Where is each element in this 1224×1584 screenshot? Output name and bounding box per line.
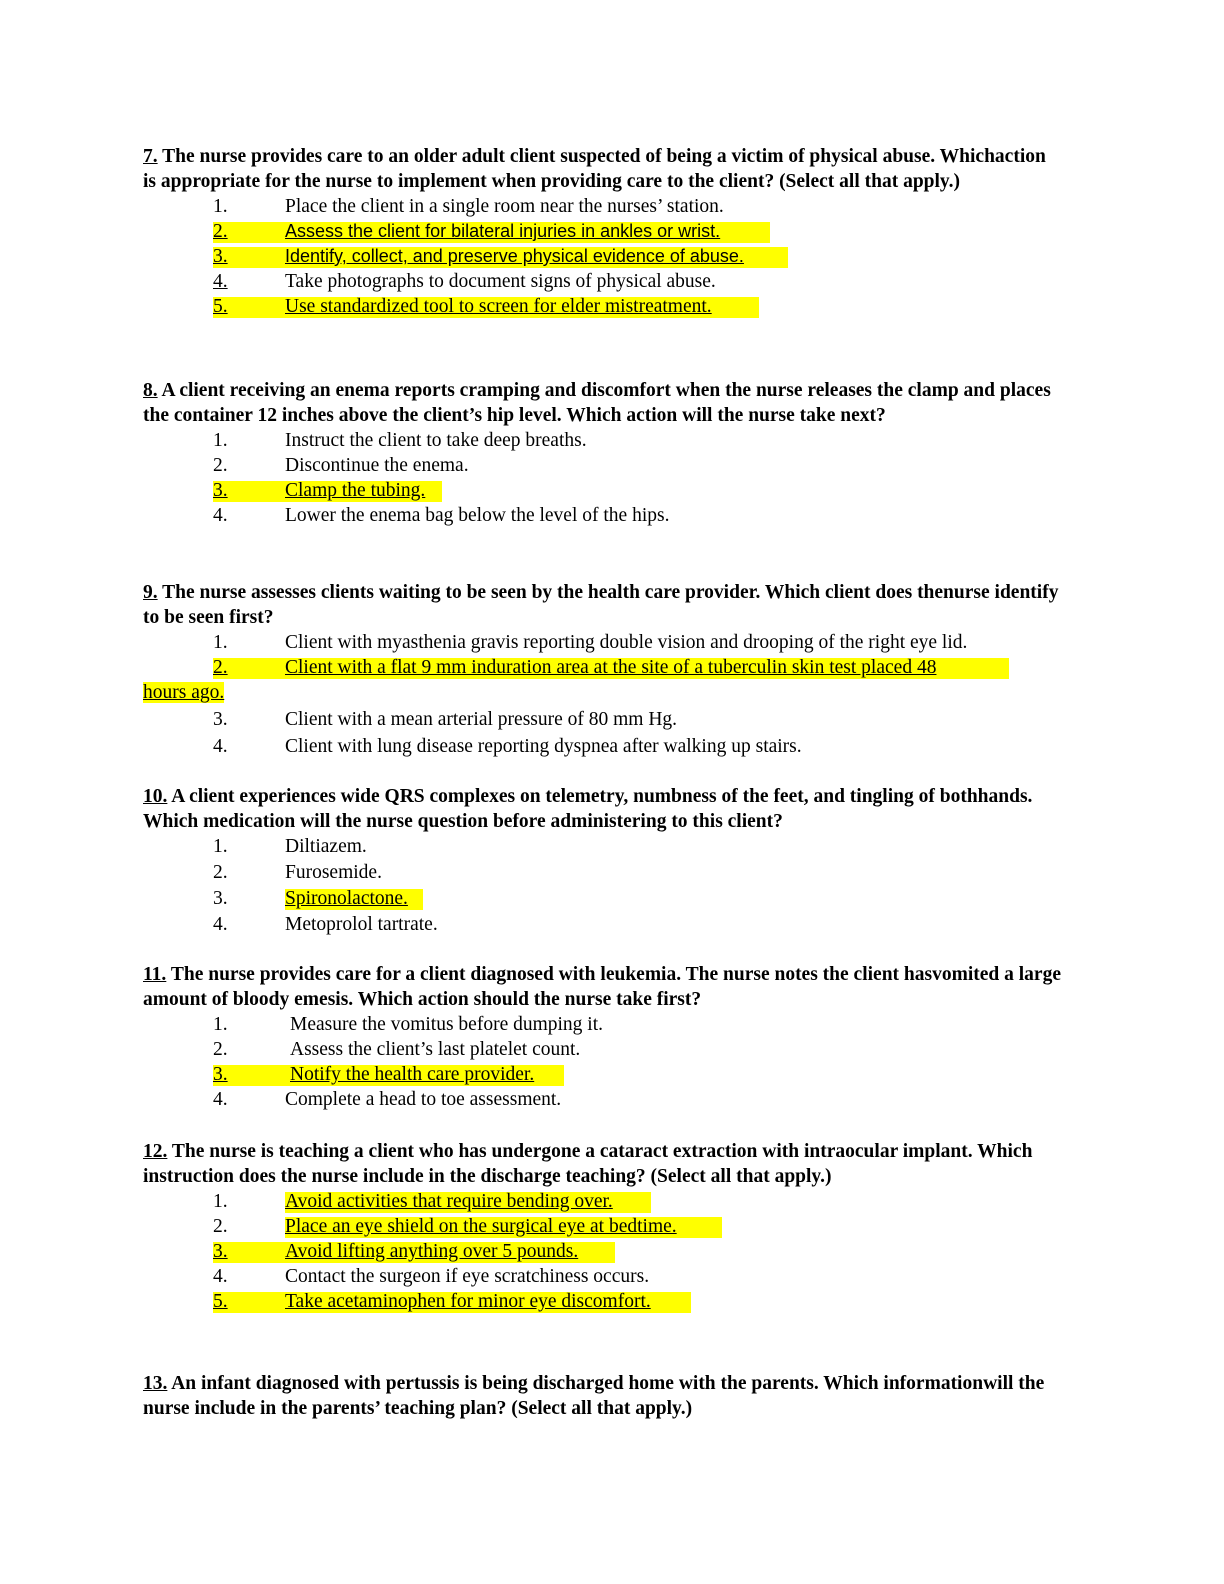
option-highlighted <box>143 1062 1063 1087</box>
option-highlighted <box>143 1214 1063 1239</box>
option <box>143 1012 1063 1037</box>
option-list <box>143 834 1063 938</box>
question-number: 12. <box>143 1141 168 1162</box>
option-text: Notify the health care provider. <box>290 1064 535 1085</box>
option-number: 4. <box>213 914 228 935</box>
option <box>143 912 1063 938</box>
option-text: Measure the vomitus before dumping it. <box>290 1014 604 1035</box>
option-list <box>143 194 1063 319</box>
option-text: Place an eye shield on the surgical eye at bedtime. <box>285 1216 677 1237</box>
option <box>143 194 1063 219</box>
question-stem <box>143 1371 1063 1421</box>
question-text: The nurse provides care for a client diagnosed with leukemia. The nurse notes the client hasvomited a large amount of bloody emesis. Which action should the nurse take first? <box>143 964 1061 1010</box>
option-number: 5. <box>213 296 228 317</box>
option-number: 5. <box>213 1291 228 1312</box>
question-9 <box>143 580 1063 760</box>
option-number: 4. <box>213 736 228 757</box>
question-number: 13. <box>143 1373 168 1394</box>
option-list <box>143 428 1063 528</box>
option-number: 4. <box>213 271 228 292</box>
option-number: 3. <box>213 709 228 730</box>
option-number: 4. <box>213 505 228 526</box>
option <box>143 860 1063 886</box>
option-text: Client with myasthenia gravis reporting double vision and drooping of the right eye lid. <box>285 632 968 653</box>
question-number: 10. <box>143 786 168 807</box>
option-highlighted <box>143 244 1063 269</box>
option-number: 2. <box>213 1216 228 1237</box>
option-number: 2. <box>213 862 228 883</box>
question-text: An infant diagnosed with pertussis is being discharged home with the parents. Which informationwill the nurse include in the parents’ teaching plan? (Select all that apply.) <box>143 1373 1045 1419</box>
option-list <box>143 630 1063 760</box>
option-number: 1. <box>213 1191 228 1212</box>
option-text: Complete a head to toe assessment. <box>285 1089 562 1110</box>
option-number: 1. <box>213 632 228 653</box>
option-highlighted <box>143 478 1063 503</box>
option-text: Place the client in a single room near the nurses’ station. <box>285 196 724 217</box>
question-number: 8. <box>143 380 158 401</box>
option-highlighted <box>143 1189 1063 1214</box>
option-highlighted <box>143 1239 1063 1264</box>
option-continuation-text: hours ago. <box>143 682 225 703</box>
option-text: Avoid activities that require bending over. <box>285 1191 613 1212</box>
option-list <box>143 1012 1063 1112</box>
option-number: 2. <box>213 455 228 476</box>
question-stem <box>143 962 1063 1012</box>
question-8 <box>143 378 1063 528</box>
option <box>143 503 1063 528</box>
option-highlighted <box>143 886 1063 912</box>
question-stem <box>143 1139 1063 1189</box>
option-text: Use standardized tool to screen for elder mistreatment. <box>285 296 712 317</box>
question-number: 7. <box>143 146 158 167</box>
option-highlighted <box>143 219 1063 244</box>
question-11 <box>143 962 1063 1112</box>
question-7 <box>143 144 1063 319</box>
option <box>143 733 1063 760</box>
option-number: 2. <box>213 657 228 678</box>
option <box>143 428 1063 453</box>
option-number: 3. <box>213 888 228 909</box>
option <box>143 706 1063 733</box>
question-13 <box>143 1371 1063 1421</box>
option <box>143 453 1063 478</box>
option-highlighted <box>143 655 1063 680</box>
option <box>143 1264 1063 1289</box>
option-text: Lower the enema bag below the level of the hips. <box>285 505 670 526</box>
question-stem <box>143 784 1063 834</box>
option-text: Client with a mean arterial pressure of 80 mm Hg. <box>285 709 678 730</box>
option <box>143 834 1063 860</box>
question-stem <box>143 580 1063 630</box>
option-text: Take photographs to document signs of physical abuse. <box>285 271 716 292</box>
option-number: 1. <box>213 836 228 857</box>
option-text: Client with a flat 9 mm induration area at the site of a tuberculin skin test placed 48 <box>285 657 937 678</box>
option <box>143 269 1063 294</box>
option-highlighted <box>143 1289 1063 1314</box>
option-number: 3. <box>213 246 228 267</box>
option-text: Metoprolol tartrate. <box>285 914 438 935</box>
option-text: Client with lung disease reporting dyspnea after walking up stairs. <box>285 736 802 757</box>
option-text: Assess the client’s last platelet count. <box>290 1039 581 1060</box>
option-number: 3. <box>213 480 228 501</box>
option-list <box>143 1189 1063 1314</box>
question-text: The nurse is teaching a client who has undergone a cataract extraction with intraocular implant. Which instruction does the nurse include in the discharge teaching? (Select all that apply.) <box>143 1141 1033 1187</box>
question-number: 9. <box>143 582 158 603</box>
question-number: 11. <box>143 964 167 985</box>
option-number: 2. <box>213 1039 228 1060</box>
option-highlighted <box>143 294 1063 319</box>
option-text: Diltiazem. <box>285 836 367 857</box>
option-text: Take acetaminophen for minor eye discomfort. <box>285 1291 651 1312</box>
option <box>143 630 1063 655</box>
option-text: Contact the surgeon if eye scratchiness occurs. <box>285 1266 650 1287</box>
option-number: 4. <box>213 1089 228 1110</box>
option-text: Avoid lifting anything over 5 pounds. <box>285 1241 579 1262</box>
question-stem <box>143 378 1063 428</box>
option-number: 1. <box>213 430 228 451</box>
option-text: Furosemide. <box>285 862 382 883</box>
question-text: A client receiving an enema reports cramping and discomfort when the nurse releases the clamp and places the container 12 inches above the client’s hip level. Which action will the nurse take next? <box>143 380 1051 426</box>
option-number: 4. <box>213 1266 228 1287</box>
option-number: 1. <box>213 1014 228 1035</box>
option-continuation <box>143 680 1063 706</box>
option-number: 2. <box>213 221 228 242</box>
option-number: 3. <box>213 1241 228 1262</box>
option-text: Spironolactone. <box>285 888 408 909</box>
option-number: 3. <box>213 1064 228 1085</box>
option <box>143 1037 1063 1062</box>
question-12 <box>143 1139 1063 1314</box>
option-text: Assess the client for bilateral injuries in ankles or wrist. <box>285 221 721 241</box>
option-text: Identify, collect, and preserve physical evidence of abuse. <box>285 246 744 266</box>
question-stem <box>143 144 1063 194</box>
option-number: 1. <box>213 196 228 217</box>
option-text: Instruct the client to take deep breaths. <box>285 430 587 451</box>
option-text: Clamp the tubing. <box>285 480 426 501</box>
question-text: The nurse provides care to an older adult client suspected of being a victim of physical abuse. Whichaction is appropriate for the nurse to implement when providing care to the client? (Select all that apply.) <box>143 146 1046 192</box>
option-text: Discontinue the enema. <box>285 455 469 476</box>
option <box>143 1087 1063 1112</box>
question-10 <box>143 784 1063 938</box>
question-text: A client experiences wide QRS complexes on telemetry, numbness of the feet, and tingling of bothhands. Which medication will the nurse question before administering to this client? <box>143 786 1033 832</box>
question-text: The nurse assesses clients waiting to be seen by the health care provider. Which client does thenurse identify to be seen first? <box>143 582 1059 628</box>
